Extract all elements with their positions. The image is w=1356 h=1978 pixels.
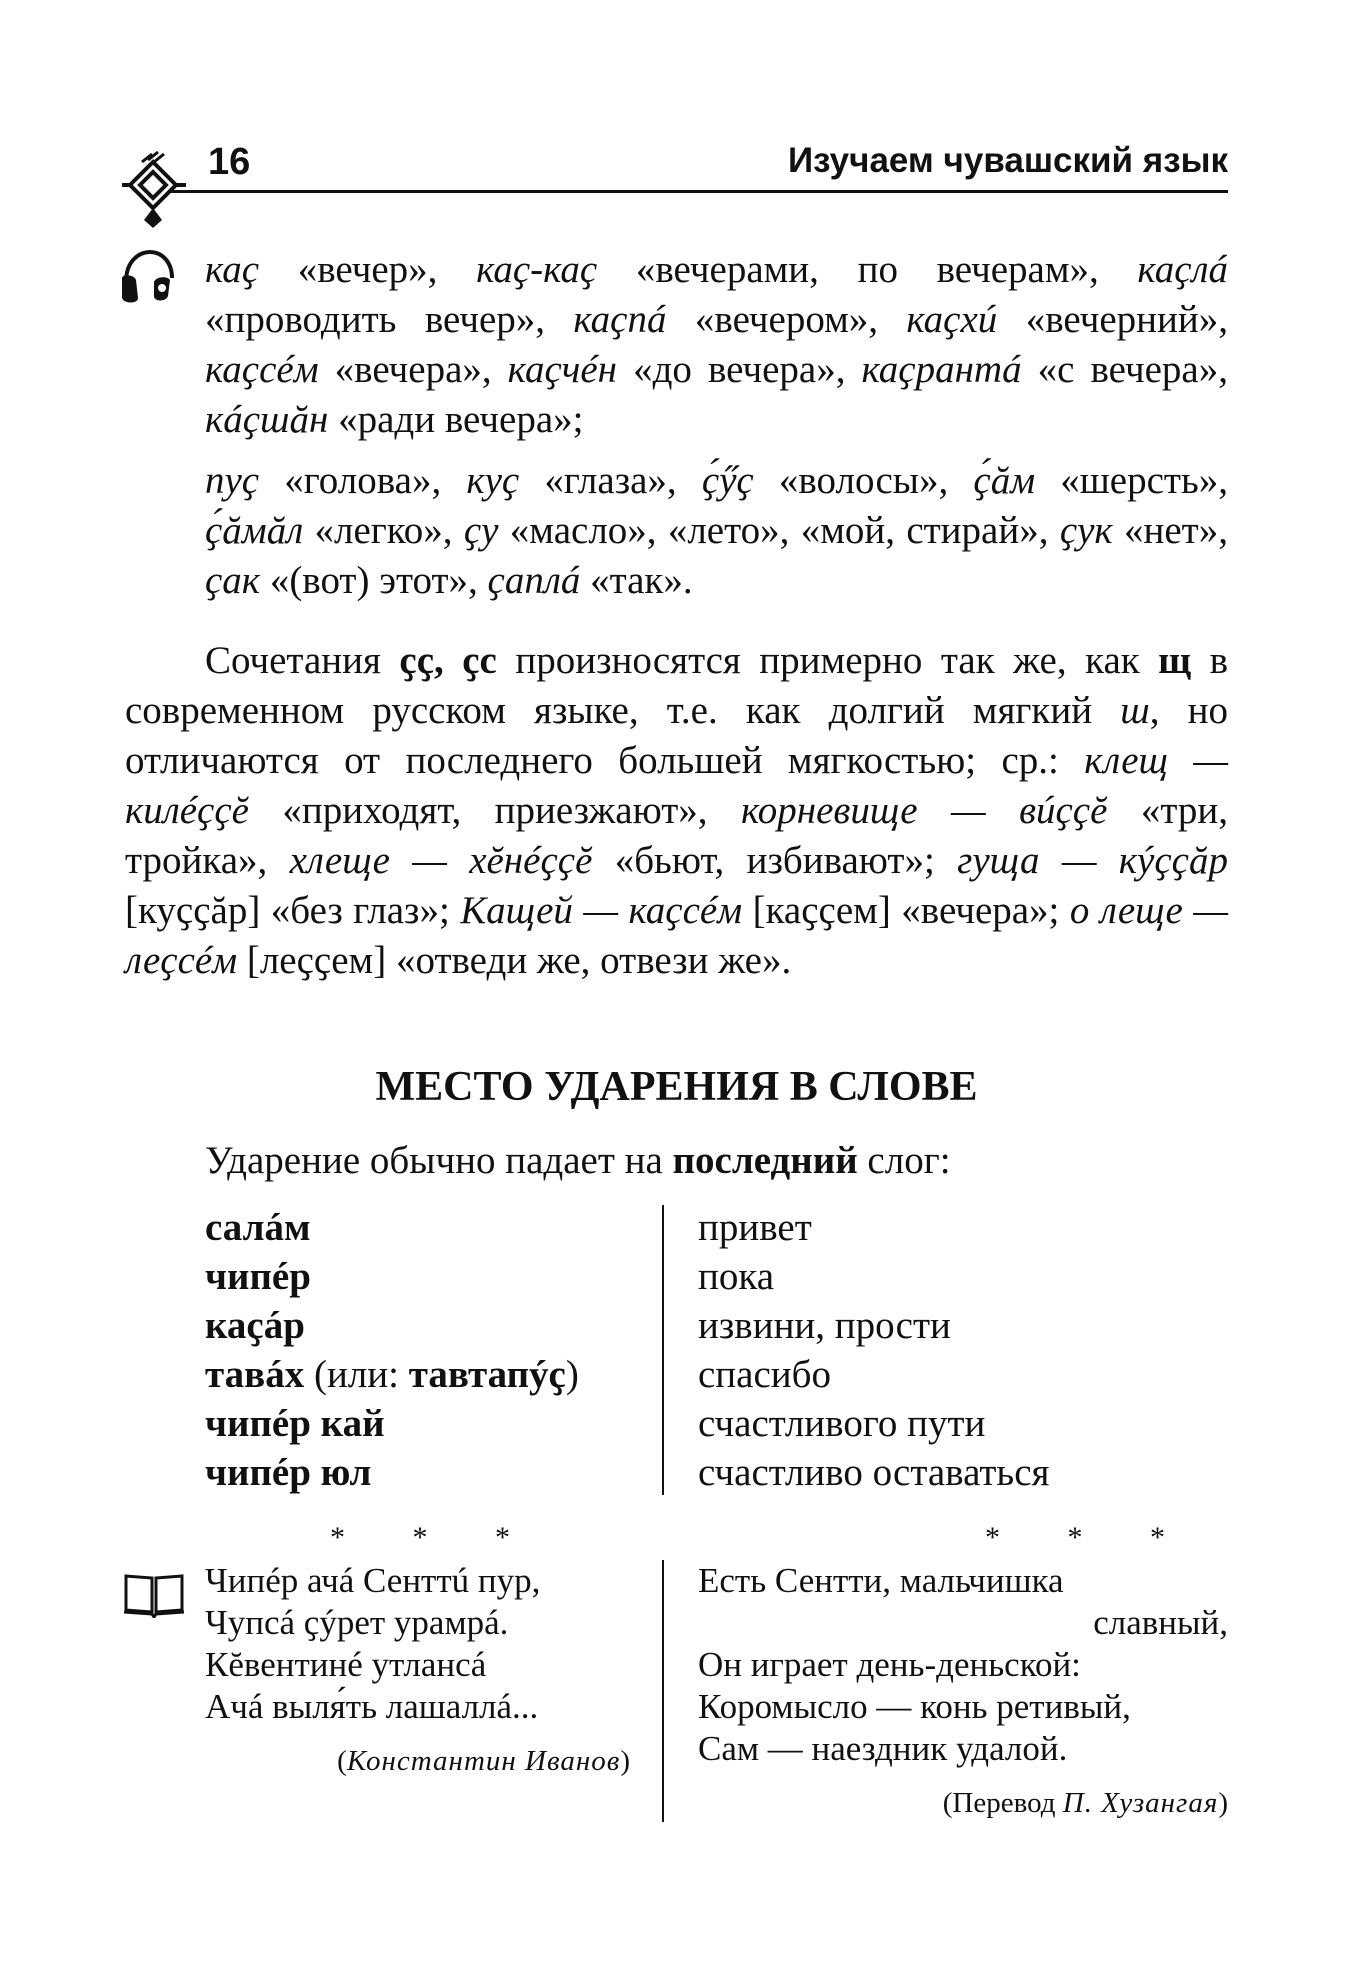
poem-author: (Константин Иванов) [337,1745,630,1777]
translation-prefix: Перевод [952,1787,1063,1819]
p3-text: Сочетания [205,639,400,682]
poem-translator: (Перевод П. Хузангая) [942,1787,1228,1819]
phrase-chuvash [205,1203,645,1252]
stress-intro [205,1138,951,1183]
phrase-word: тавáх [205,1353,305,1396]
p2-term: ҫ́ăм [973,459,1036,502]
poem-russian [698,1560,1228,1770]
stress-intro-before: Ударение обычно падает на [205,1139,673,1182]
running-title: Изучаем чувашский язык [788,141,1228,180]
p3-term: корневище — вúҫҫĕ [740,789,1108,832]
p1-text: «вечера», [318,348,508,391]
p3-term: ш [1120,689,1150,732]
stress-intro-bold: последний [672,1139,858,1182]
phrase-chuvash [205,1399,645,1448]
poem-line: Ачá выля́ть лашаллá... [205,1687,539,1726]
paragraph-2 [205,456,1228,606]
poem-line: Есть Сентти, мальчишка [698,1561,1064,1600]
p2-term: ҫаплá [487,559,581,602]
phrase-translation: спасибо [698,1353,832,1396]
column-divider [662,1205,664,1495]
phrase-chuvash [205,1350,645,1399]
phrase-translation: счастливого пути [698,1402,986,1445]
p1-text: «с вечера», [1021,348,1228,391]
phrase-table-chuvash [205,1203,645,1497]
poem-divider [662,1560,664,1822]
translator-name: П. Хузангая [1062,1787,1219,1819]
p1-text: «вечерний», [997,298,1229,341]
poem-line: Кĕвентинé утлансá [205,1645,487,1684]
phrase-translation: привет [698,1206,812,1249]
phrase-note: (или: [304,1353,409,1396]
p1-term: каҫсéм [205,348,319,391]
p3-bold: щ [1158,639,1192,682]
p1-term: каҫрантá [861,348,1022,391]
poem-line: Чупсá ҫýрет урамрá. [205,1603,509,1642]
p3-text: «приходят, приезжают», [249,789,741,832]
poem-line: Сам — наездник удалой. [698,1729,1068,1768]
p1-term: каҫпá [573,298,667,341]
p3-text: произносятся примерно так же, как [496,639,1159,682]
section-title: МЕСТО УДАРЕНИЯ В СЛОВЕ [375,1064,978,1110]
p2-text: «так». [580,559,693,602]
phrase-table-russian [698,1203,1228,1497]
phrase-translation: пока [698,1255,775,1298]
paragraph-body-words [205,456,1228,606]
phrase-word: каҫáр [205,1304,305,1347]
p2-text: «волосы», [753,459,974,502]
phrase-word: салáм [205,1206,311,1249]
p2-text: «голова», [259,459,467,502]
headphones-icon [118,248,178,306]
p1-text: «вечерами, по вечерам», [597,248,1138,291]
paragraph-3 [125,636,1228,986]
stress-intro-after: слог: [857,1139,951,1182]
p3-text: «три, тройка», [125,789,1229,882]
p3-text: [куҫҫăр] «без глаз»; [125,889,461,932]
p2-term: ҫу [463,509,499,552]
p1-term: каҫлá [1137,248,1229,291]
p3-term: Кащей — каҫсéм [460,889,743,932]
p2-text: «глаза», [519,459,702,502]
p1-term: каҫчéн [507,348,618,391]
phrase-note: ) [565,1353,579,1396]
p1-text: «до вечера», [617,348,862,391]
p2-text: «нет», [1112,509,1228,552]
p3-text: в современном русском языке, т.е. как долгий мягкий [125,639,1228,732]
p2-text: «шерсть», [1035,459,1228,502]
page-number: 16 [208,141,251,183]
p1-text: «ради вечера»; [328,398,584,441]
phrase-word: чипéр [205,1255,311,1298]
p2-term: ҫ́ӳҫ [701,459,754,502]
p2-text: «(вот) этот», [260,559,488,602]
poem-line-continuation: славный, [1093,1603,1228,1642]
p3-text: [леҫҫем] «отведи же, отвези же». [237,939,792,982]
phrase-chuvash [205,1252,645,1301]
phrase-chuvash [205,1448,645,1497]
p1-text: «проводить вечер», [205,298,574,341]
p1-term: каҫ [205,248,260,291]
header-rule [168,190,1228,193]
p2-term: ҫук [1059,509,1113,552]
paragraph-evening-words [205,245,1228,445]
paragraph-1 [205,245,1228,445]
paragraph-pronunciation [125,636,1228,986]
phrase-translation: извини, прости [698,1304,951,1347]
p1-text: «вечером», [666,298,907,341]
p3-bold: ҫҫ, ҫс [399,639,497,682]
p1-term: каҫ-каҫ [476,248,598,291]
p3-text: «бьют, избивают»; [592,839,958,882]
p2-text: «масло», «лето», «мой, стирай», [498,509,1060,552]
p3-term: хлеще — хĕнéҫҫĕ [289,839,593,882]
p2-term: ҫ́ăмăл [205,509,304,552]
p2-term: куҫ [466,459,520,502]
p3-term: о леще — леҫсéм [125,889,1229,982]
p1-term: кáҫшăн [205,398,329,441]
p3-text: [каҫҫем] «вечера»; [742,889,1070,932]
phrase-word: тавтапýҫ [408,1353,566,1396]
poem-line: Он играет день-деньской: [698,1645,1081,1684]
p1-term: каҫхú [906,298,998,341]
poem-line: Чипéр ачá Сенттú пур, [205,1561,541,1600]
phrase-word: чипéр юл [205,1451,372,1494]
p3-term: гуща — кýҫҫăр [957,839,1228,882]
p2-term: ҫак [205,559,261,602]
phrase-chuvash [205,1301,645,1350]
poem-author-name: Константин Иванов [346,1745,621,1777]
poem-stars-left: * * * [330,1521,540,1554]
p2-text: «легко», [303,509,464,552]
poem-chuvash [205,1560,630,1728]
poem-line: Коромысло — конь ретивый, [698,1687,1131,1726]
p1-text: «вечер», [259,248,477,291]
p3-text: , но отличаются от последнего большей мягкостью; ср.: [125,689,1228,782]
poem-stars-right: * * * [985,1521,1195,1554]
p2-term: пуҫ [205,459,260,502]
book-icon [122,1570,186,1618]
phrase-translation: счастливо оставаться [698,1451,1050,1494]
p3-term: клещ — килéҫҫĕ [125,739,1228,832]
phrase-word: чипéр кай [205,1402,385,1445]
